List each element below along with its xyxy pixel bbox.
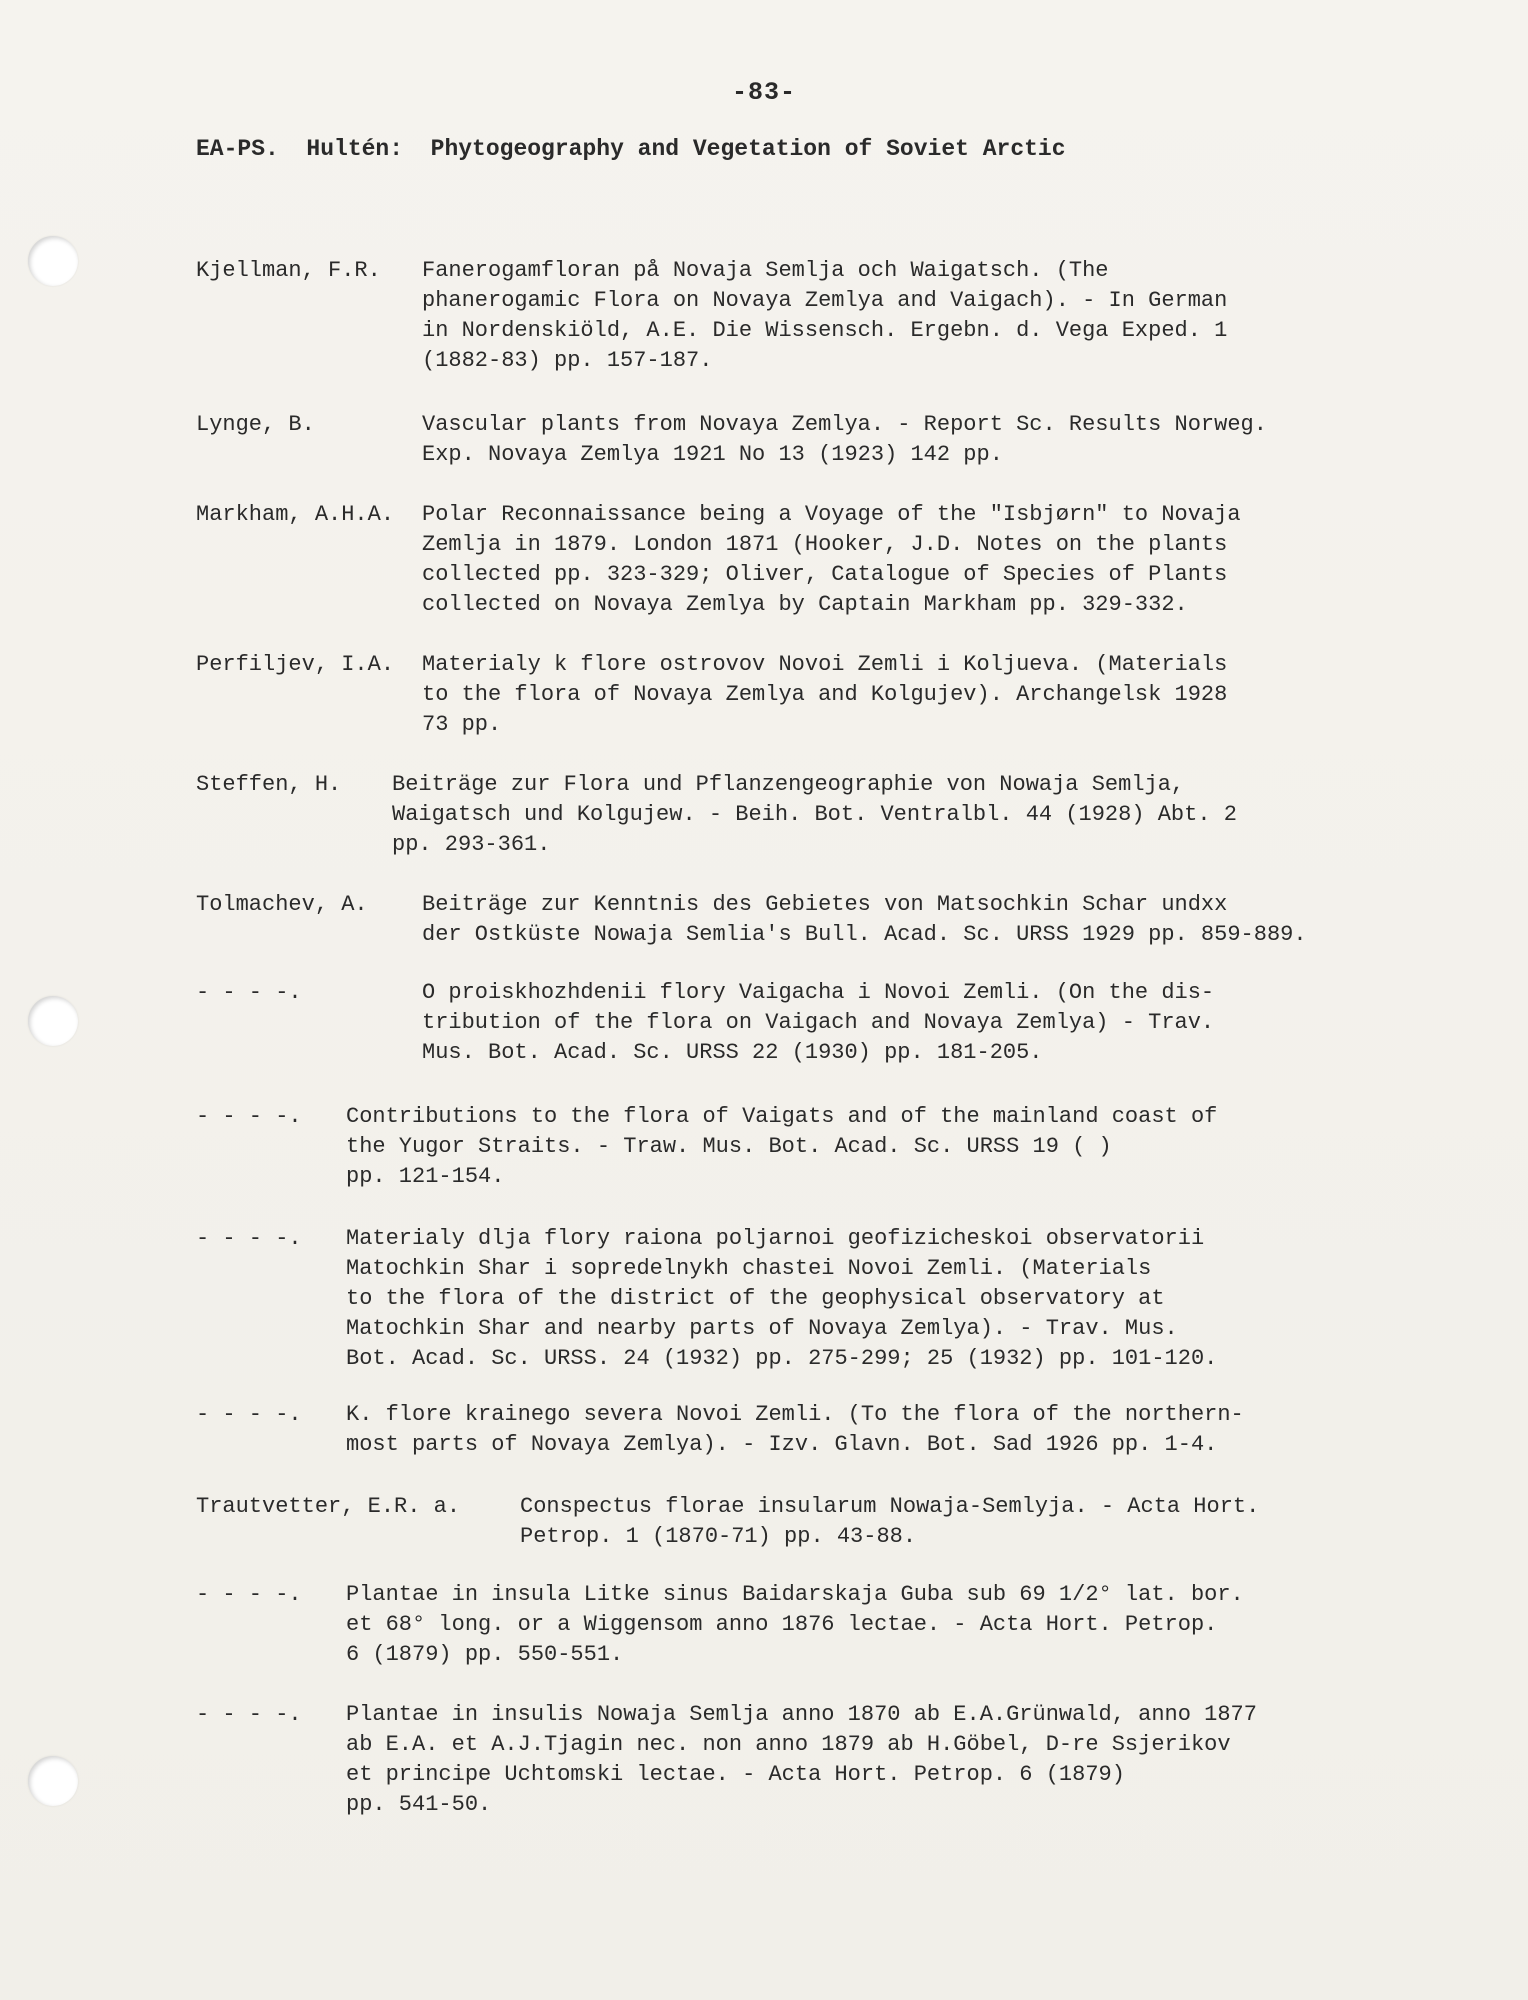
entry-text: Polar Reconnaissance being a Voyage of the "Isbjørn" to Novaja Zemlja in 1879. London 1871 (Hooker, J.D. Notes on the plants collected pp. 323-329; Oliver, Catalogue of Species of Plants collected on Novaya Zemlya by Captain Markham pp. 329-332. — [422, 502, 1241, 617]
punch-hole — [28, 1756, 78, 1806]
entry-text: Contributions to the flora of Vaigats and of the mainland coast of the Yugor Straits. - Traw. Mus. Bot. Acad. Sc. URSS 19 ( ) pp. 121-154. — [346, 1104, 1218, 1189]
bibliography-entry — [196, 256, 1436, 376]
entry-author: - - - -. — [196, 980, 302, 1005]
entry-text: Fanerogamfloran på Novaja Semlja och Waigatsch. (The phanerogamic Flora on Novaya Zemlya and Vaigach). - In German in Nordenskiöld, A.E. Die Wissensch. Ergebn. d. Vega Exped. 1 (1882-83) pp. 157-187. — [422, 258, 1228, 373]
bibliography-entry — [196, 1580, 1436, 1670]
bibliography-entry — [196, 978, 1436, 1068]
entry-text: Materialy dlja flory raiona poljarnoi geofizicheskoi observatorii Matochkin Shar i sopredelnykh chastei Novoi Zemli. (Materials to the flora of the district of the geophysical observatory at Matochkin Shar and nearby parts of Novaya Zemlya). - Trav. Mus. Bot. Acad. Sc. URSS. 24 (1932) pp. 275-299; 25 (1932) pp. 101-120. — [346, 1226, 1218, 1371]
entry-text: Vascular plants from Novaya Zemlya. - Report Sc. Results Norweg. Exp. Novaya Zemlya 1921 No 13 (1923) 142 pp. — [422, 412, 1267, 467]
page-header: EA-PS. Hultén: Phytogeography and Vegetation of Soviet Arctic — [196, 136, 1066, 162]
entry-author: Trautvetter, E.R. a. — [196, 1494, 461, 1519]
entry-text: K. flore krainego severa Novoi Zemli. (To the flora of the northern- most parts of Novaya Zemlya). - Izv. Glavn. Bot. Sad 1926 pp. 1-4. — [346, 1402, 1244, 1457]
page-number: -83- — [731, 78, 796, 107]
entry-author: - - - -. — [196, 1104, 302, 1129]
entry-author: - - - -. — [196, 1702, 302, 1727]
bibliography-entry — [196, 410, 1436, 470]
punch-hole — [28, 996, 78, 1046]
entry-author: Kjellman, F.R. — [196, 258, 381, 283]
bibliography-entry — [196, 770, 1436, 860]
bibliography-entry — [196, 890, 1436, 950]
punch-hole — [28, 236, 78, 286]
bibliography-entry — [196, 1224, 1436, 1374]
entry-author: Markham, A.H.A. — [196, 502, 395, 527]
entry-text: O proiskhozhdenii flory Vaigacha i Novoi Zemli. (On the dis- tribution of the flora on Vaigach and Novaya Zemlya) - Trav. Mus. Bot. Acad. Sc. URSS 22 (1930) pp. 181-205. — [422, 980, 1215, 1065]
entry-text: Beiträge zur Kenntnis des Gebietes von Matsochkin Schar undxx der Ostküste Nowaja Semlia's Bull. Acad. Sc. URSS 1929 pp. 859-889. — [422, 892, 1307, 947]
entry-author: Steffen, H. — [196, 772, 342, 797]
entry-author: Perfiljev, I.A. — [196, 652, 395, 677]
entry-author: - - - -. — [196, 1402, 302, 1427]
entry-text: Conspectus florae insularum Nowaja-Semlyja. - Acta Hort. Petrop. 1 (1870-71) pp. 43-88. — [520, 1494, 1260, 1549]
bibliography-entry — [196, 500, 1436, 620]
entry-author: Tolmachev, A. — [196, 892, 368, 917]
bibliography-entry — [196, 1400, 1436, 1460]
entry-author: - - - -. — [196, 1226, 302, 1251]
entry-text: Plantae in insulis Nowaja Semlja anno 1870 ab E.A.Grünwald, anno 1877 ab E.A. et A.J.Tjagin nec. non anno 1879 ab H.Göbel, D-re Ssjerikov et principe Uchtomski lectae. - Acta Hort. Petrop. 6 (1879) pp. 541-50. — [346, 1702, 1257, 1817]
entry-text: Materialy k flore ostrovov Novoi Zemli i Koljueva. (Materials to the flora of Novaya Zemlya and Kolgujev). Archangelsk 1928 73 pp. — [422, 652, 1228, 737]
bibliography-entry — [196, 1492, 1436, 1552]
bibliography-entry — [196, 1102, 1436, 1192]
entry-author: Lynge, B. — [196, 412, 315, 437]
bibliography-entry — [196, 1700, 1436, 1820]
entry-text: Plantae in insula Litke sinus Baidarskaja Guba sub 69 1/2° lat. bor. et 68° long. or a Wiggensom anno 1876 lectae. - Acta Hort. Petrop. 6 (1879) pp. 550-551. — [346, 1582, 1244, 1667]
entry-author: - - - -. — [196, 1582, 302, 1607]
entry-text: Beiträge zur Flora und Pflanzengeographie von Nowaja Semlja, Waigatsch und Kolgujew. - Beih. Bot. Ventralbl. 44 (1928) Abt. 2 pp. 293-361. — [392, 772, 1237, 857]
bibliography-entry — [196, 650, 1436, 740]
